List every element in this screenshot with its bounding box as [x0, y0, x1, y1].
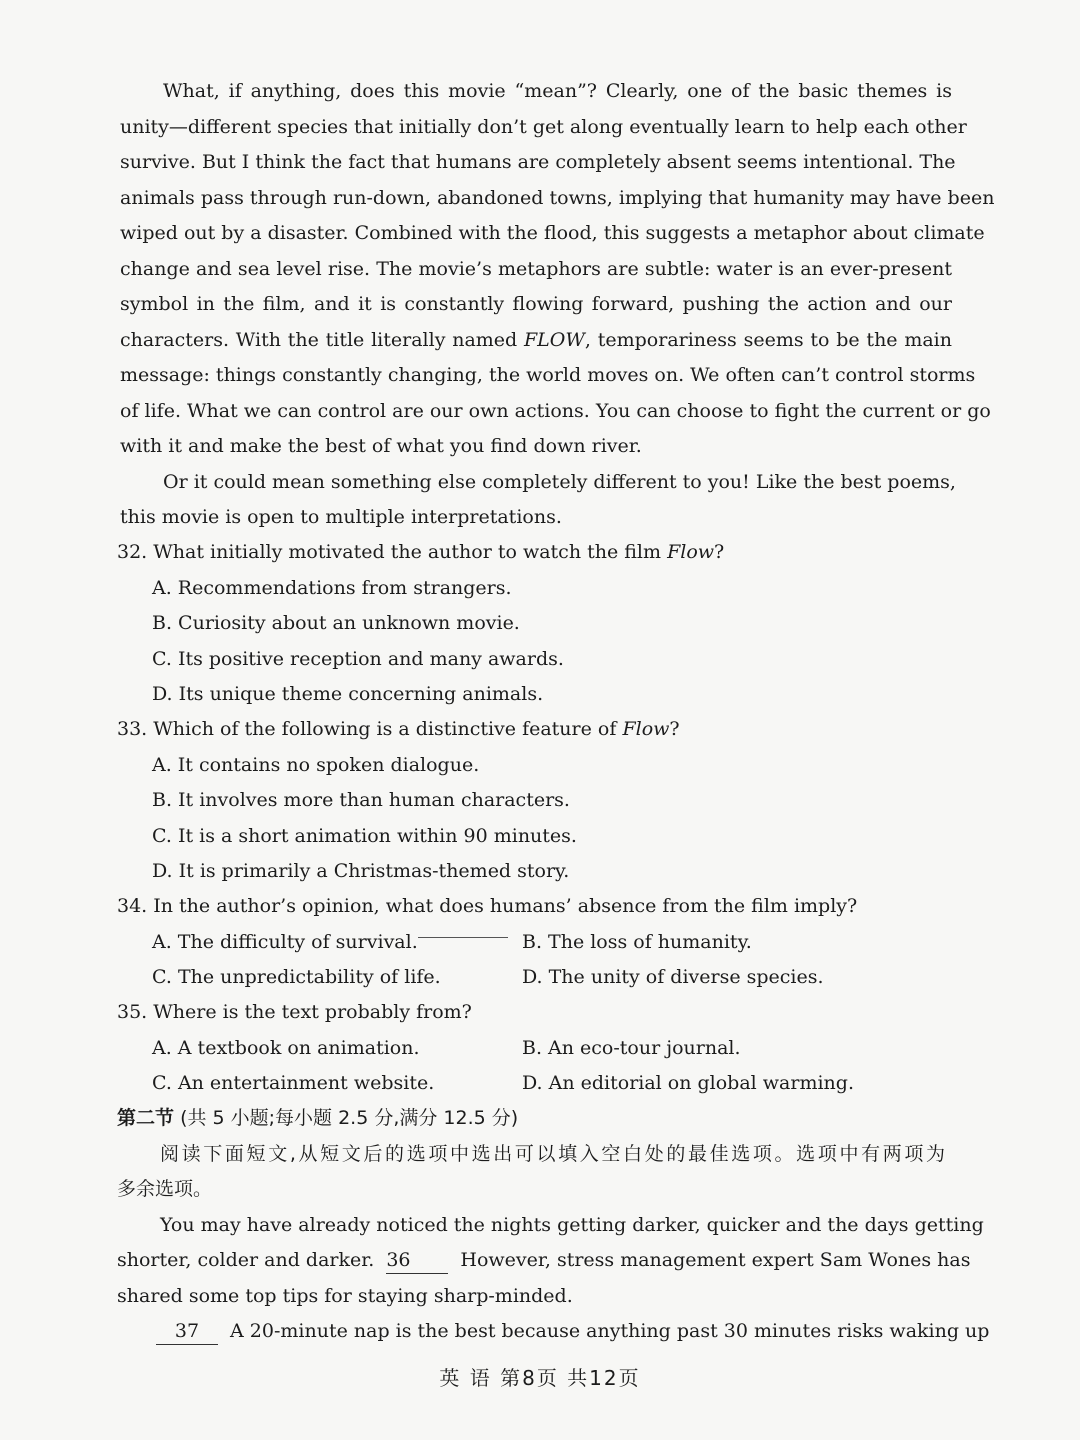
option-35-a: A. A textbook on animation. — [152, 1037, 420, 1059]
option-32-b: B. Curiosity about an unknown movie. — [152, 612, 520, 634]
passage-line: animals pass through run-down, abandoned towns, implying that humanity may have been — [120, 187, 995, 209]
section-title: 第二节 — [117, 1107, 175, 1129]
passage-line: Or it could mean something else completely different to you! Like the best poems, — [163, 471, 956, 493]
option-34-c: C. The unpredictability of life. — [152, 966, 441, 988]
cloze-text: However, stress management expert Sam Wones has — [460, 1249, 971, 1271]
blank-37: 37 — [156, 1318, 218, 1345]
passage-line: wiped out by a disaster. Combined with the flood, this suggests a metaphor about climate — [120, 222, 985, 244]
option-34-b: B. The loss of humanity. — [522, 931, 752, 953]
option-35-d: D. An editorial on global warming. — [522, 1072, 854, 1094]
passage-text: , temporariness seems to be the main — [584, 329, 952, 351]
cloze-line — [156, 1313, 990, 1349]
film-title: FLOW — [524, 329, 585, 351]
question-35-stem: 35. Where is the text probably from? — [117, 1001, 472, 1023]
passage-line: change and sea level rise. The movie’s metaphors are subtle: water is an ever-present — [120, 258, 952, 280]
option-33-d: D. It is primarily a Christmas-themed story. — [152, 860, 570, 882]
cloze-text: shorter, colder and darker. — [117, 1249, 375, 1271]
section-heading — [117, 1100, 949, 1136]
option-32-a: A. Recommendations from strangers. — [152, 577, 512, 599]
option-33-a: A. It contains no spoken dialogue. — [152, 754, 480, 776]
passage-line — [120, 322, 952, 358]
cloze-line — [117, 1242, 971, 1278]
passage-line: survive. But I think the fact that humans are completely absent seems intentional. The — [120, 151, 956, 173]
question-32-stem — [117, 534, 952, 570]
question-mark: ? — [669, 718, 680, 740]
section-note: (共 5 小题;每小题 2.5 分,满分 12.5 分) — [180, 1107, 519, 1129]
option-33-c: C. It is a short animation within 90 minutes. — [152, 825, 577, 847]
cloze-line: shared some top tips for staying sharp-minded. — [117, 1285, 573, 1307]
question-text: 32. What initially motivated the author to watch the film — [117, 541, 662, 563]
option-32-c: C. Its positive reception and many awards. — [152, 648, 564, 670]
pen-stroke — [418, 937, 508, 938]
question-33-stem — [117, 711, 952, 747]
option-32-d: D. Its unique theme concerning animals. — [152, 683, 544, 705]
option-34-a: A. The difficulty of survival. — [152, 931, 418, 953]
cloze-line: You may have already noticed the nights getting darker, quicker and the days getting — [160, 1214, 984, 1236]
passage-line: with it and make the best of what you find down river. — [120, 435, 642, 457]
question-text: 33. Which of the following is a distinctive feature of — [117, 718, 617, 740]
passage-text: characters. With the title literally named — [120, 329, 518, 351]
page-footer: 英 语 第8页 共12页 — [439, 1366, 641, 1390]
instruction-line: 阅读下面短文,从短文后的选项中选出可以填入空白处的最佳选项。选项中有两项为 — [160, 1143, 945, 1165]
film-title: Flow — [622, 718, 670, 740]
passage-line: message: things constantly changing, the world moves on. We often can’t control storms — [120, 364, 976, 386]
passage-line: of life. What we can control are our own actions. You can choose to fight the current or go — [120, 400, 991, 422]
instruction-line: 多余选项。 — [117, 1178, 213, 1200]
cloze-text: A 20-minute nap is the best because anything past 30 minutes risks waking up — [230, 1320, 990, 1342]
question-mark: ? — [714, 541, 725, 563]
passage-line: this movie is open to multiple interpretations. — [120, 506, 562, 528]
blank-36: 36 — [386, 1247, 448, 1274]
film-title: Flow — [667, 541, 715, 563]
option-33-b: B. It involves more than human characters. — [152, 789, 570, 811]
option-35-c: C. An entertainment website. — [152, 1072, 435, 1094]
question-34-stem: 34. In the author’s opinion, what does humans’ absence from the film imply? — [117, 895, 858, 917]
passage-line: What, if anything, does this movie “mean”? Clearly, one of the basic themes is — [163, 80, 952, 102]
option-34-d: D. The unity of diverse species. — [522, 966, 824, 988]
option-35-b: B. An eco-tour journal. — [522, 1037, 741, 1059]
passage-line: symbol in the film, and it is constantly flowing forward, pushing the action and our — [120, 293, 952, 315]
passage-line: unity—different species that initially don’t get along eventually learn to help each other — [120, 116, 967, 138]
